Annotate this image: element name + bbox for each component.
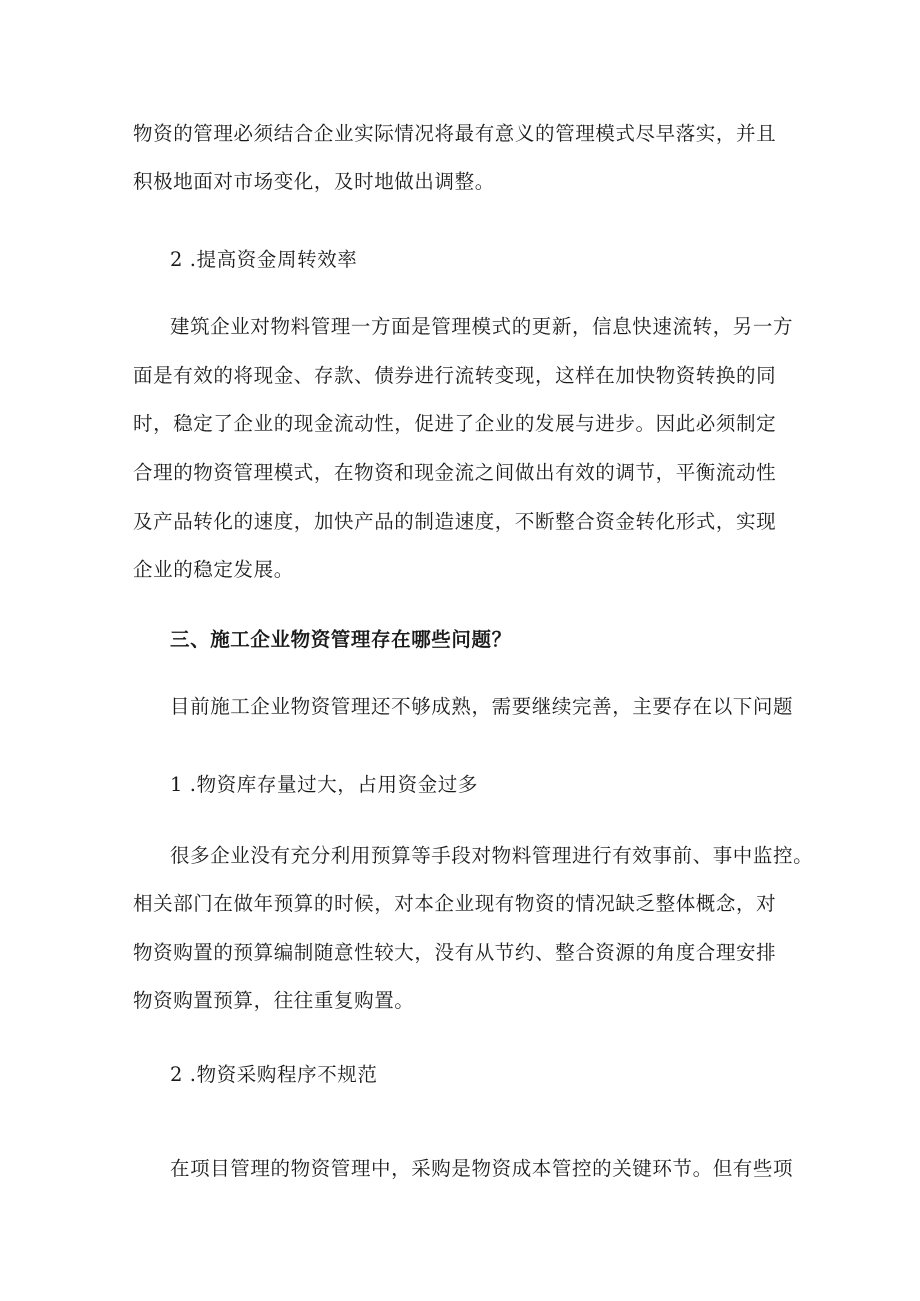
paragraph-line: 很多企业没有充分利用预算等手段对物料管理进行有效事前、事中监控。 xyxy=(170,844,814,867)
section-subheading: 1 .物资库存量过大，占用资金过多 xyxy=(170,773,479,796)
section-subheading: 2 .物资采购程序不规范 xyxy=(170,1063,378,1086)
section-heading: 三、施工企业物资管理存在哪些问题？ xyxy=(170,628,512,651)
paragraph-line: 及产品转化的速度，加快产品的制造速度，不断整合资金转化形式，实现 xyxy=(133,510,777,533)
paragraph-line: 物资的管理必须结合企业实际情况将最有意义的管理模式尽早落实，并且 xyxy=(133,122,777,145)
paragraph-line: 物资购置预算，往往重复购置。 xyxy=(133,989,415,1012)
section-subheading: 2 .提高资金周转效率 xyxy=(170,248,358,271)
paragraph-line: 面是有效的将现金、存款、债券进行流转变现，这样在加快物资转换的同 xyxy=(133,364,777,387)
paragraph-line: 时，稳定了企业的现金流动性，促进了企业的发展与进步。因此必须制定 xyxy=(133,412,777,435)
paragraph-line: 合理的物资管理模式，在物资和现金流之间做出有效的调节，平衡流动性 xyxy=(133,461,777,484)
paragraph-line: 相关部门在做年预算的时候，对本企业现有物资的情况缺乏整体概念，对 xyxy=(133,892,777,915)
paragraph-line: 物资购置的预算编制随意性较大，没有从节约、整合资源的角度合理安排 xyxy=(133,941,777,964)
paragraph-line: 积极地面对市场变化，及时地做出调整。 xyxy=(133,170,495,193)
paragraph-line: 在项目管理的物资管理中，采购是物资成本管控的关键环节。但有些项 xyxy=(170,1157,794,1180)
paragraph-line: 建筑企业对物料管理一方面是管理模式的更新，信息快速流转，另一方 xyxy=(170,315,794,338)
paragraph-line: 企业的稳定发展。 xyxy=(133,558,294,581)
paragraph-line: 目前施工企业物资管理还不够成熟，需要继续完善，主要存在以下问题 xyxy=(170,695,794,718)
